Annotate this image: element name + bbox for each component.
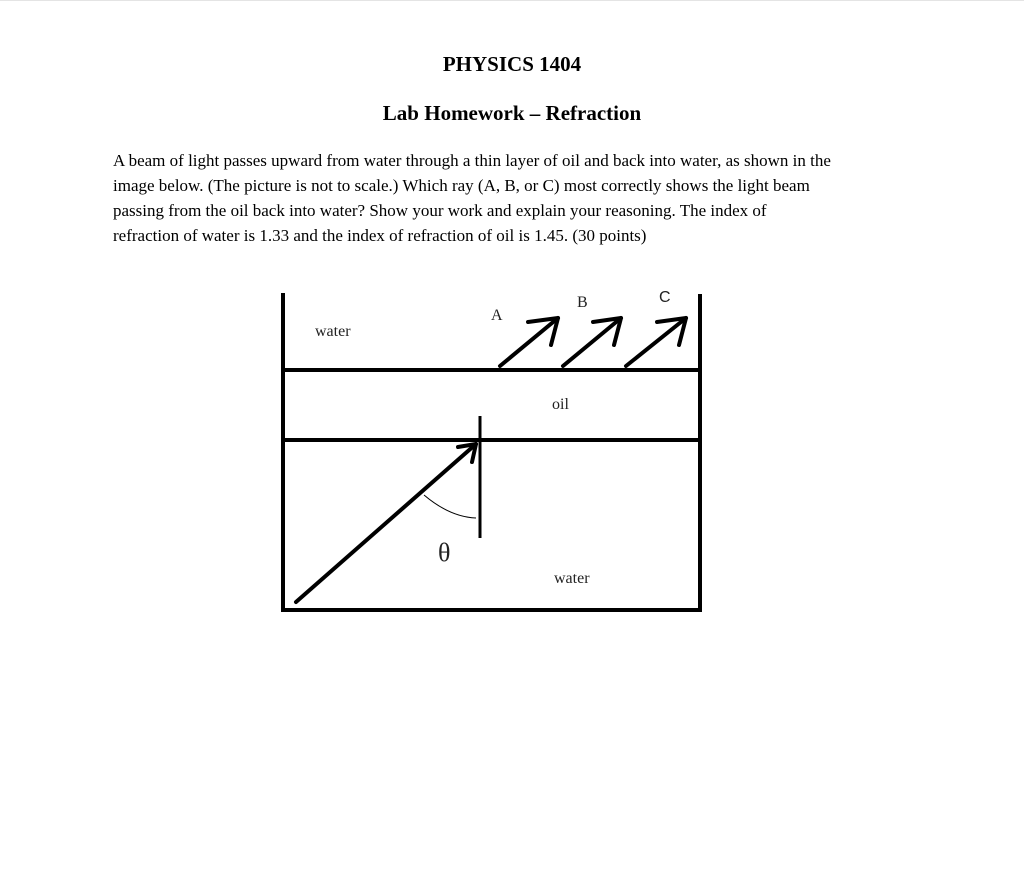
ray-c (626, 318, 686, 366)
angle-arc (424, 495, 476, 518)
problem-line-3: passing from the oil back into water? Show your work and explain your reasoning. The index of (113, 201, 767, 220)
problem-line-4: refraction of water is 1.33 and the index of refraction of oil is 1.45. (30 points) (113, 226, 647, 245)
oil-label: oil (552, 396, 569, 413)
document-title: Lab Homework – Refraction (382, 101, 642, 125)
bottom-water-label: water (554, 570, 590, 587)
ray-b-label: B (577, 294, 588, 311)
course-title: PHYSICS 1404 (442, 52, 582, 76)
ray-a-label: A (491, 307, 503, 324)
ray-b (563, 318, 621, 366)
theta-symbol: θ (438, 538, 451, 567)
top-water-label: water (315, 323, 351, 340)
problem-line-1: A beam of light passes upward from water through a thin layer of oil and back into water, as shown in the (113, 151, 831, 170)
incident-ray (296, 444, 476, 602)
ray-a (500, 318, 558, 366)
problem-line-2: image below. (The picture is not to scale.) Which ray (A, B, or C) most correctly shows the light beam (113, 176, 810, 195)
ray-c-label: C (659, 289, 671, 306)
